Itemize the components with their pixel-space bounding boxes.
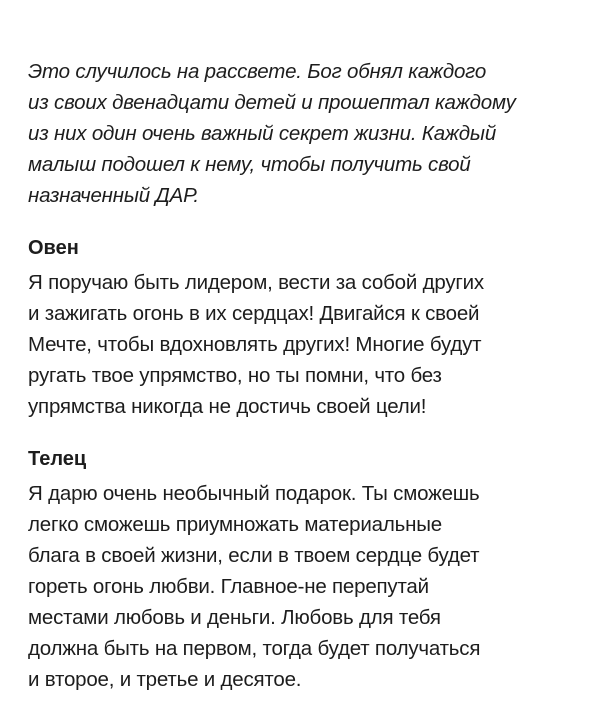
section-text bbox=[28, 478, 580, 695]
section-line: легко сможешь приумножать материальные bbox=[28, 513, 442, 536]
intro-line: назначенный ДАР. bbox=[28, 184, 199, 207]
intro-line: Это случилось на рассвете. Бог обнял каждого bbox=[28, 60, 487, 83]
intro-line: из своих двенадцати детей и прошептал каждому bbox=[28, 91, 516, 114]
intro-text bbox=[28, 56, 580, 211]
section-aries bbox=[28, 233, 580, 422]
intro-line: малыш подошел к нему, чтобы получить свой bbox=[28, 153, 471, 176]
section-line: Я дарю очень необычный подарок. Ты сможешь bbox=[28, 482, 480, 505]
section-line: гореть огонь любви. Главное-не перепутай bbox=[28, 575, 429, 598]
section-line: местами любовь и деньги. Любовь для тебя bbox=[28, 606, 441, 629]
section-line: блага в своей жизни, если в твоем сердце будет bbox=[28, 544, 480, 567]
section-line: должна быть на первом, тогда будет получаться bbox=[28, 637, 481, 660]
section-line: Я поручаю быть лидером, вести за собой других bbox=[28, 271, 484, 294]
intro-line: из них один очень важный секрет жизни. Каждый bbox=[28, 122, 497, 145]
document-page bbox=[28, 56, 580, 695]
section-line: упрямства никогда не достичь своей цели! bbox=[28, 395, 427, 418]
section-line: Мечте, чтобы вдохновлять других! Многие будут bbox=[28, 333, 482, 356]
section-text bbox=[28, 267, 580, 422]
section-heading: Овен bbox=[28, 237, 79, 259]
section-taurus bbox=[28, 444, 580, 695]
section-line: и второе, и третье и десятое. bbox=[28, 668, 302, 691]
section-line: и зажигать огонь в их сердцах! Двигайся к своей bbox=[28, 302, 480, 325]
section-line: ругать твое упрямство, но ты помни, что без bbox=[28, 364, 442, 387]
section-heading: Телец bbox=[28, 448, 87, 470]
intro-paragraph bbox=[28, 56, 580, 211]
